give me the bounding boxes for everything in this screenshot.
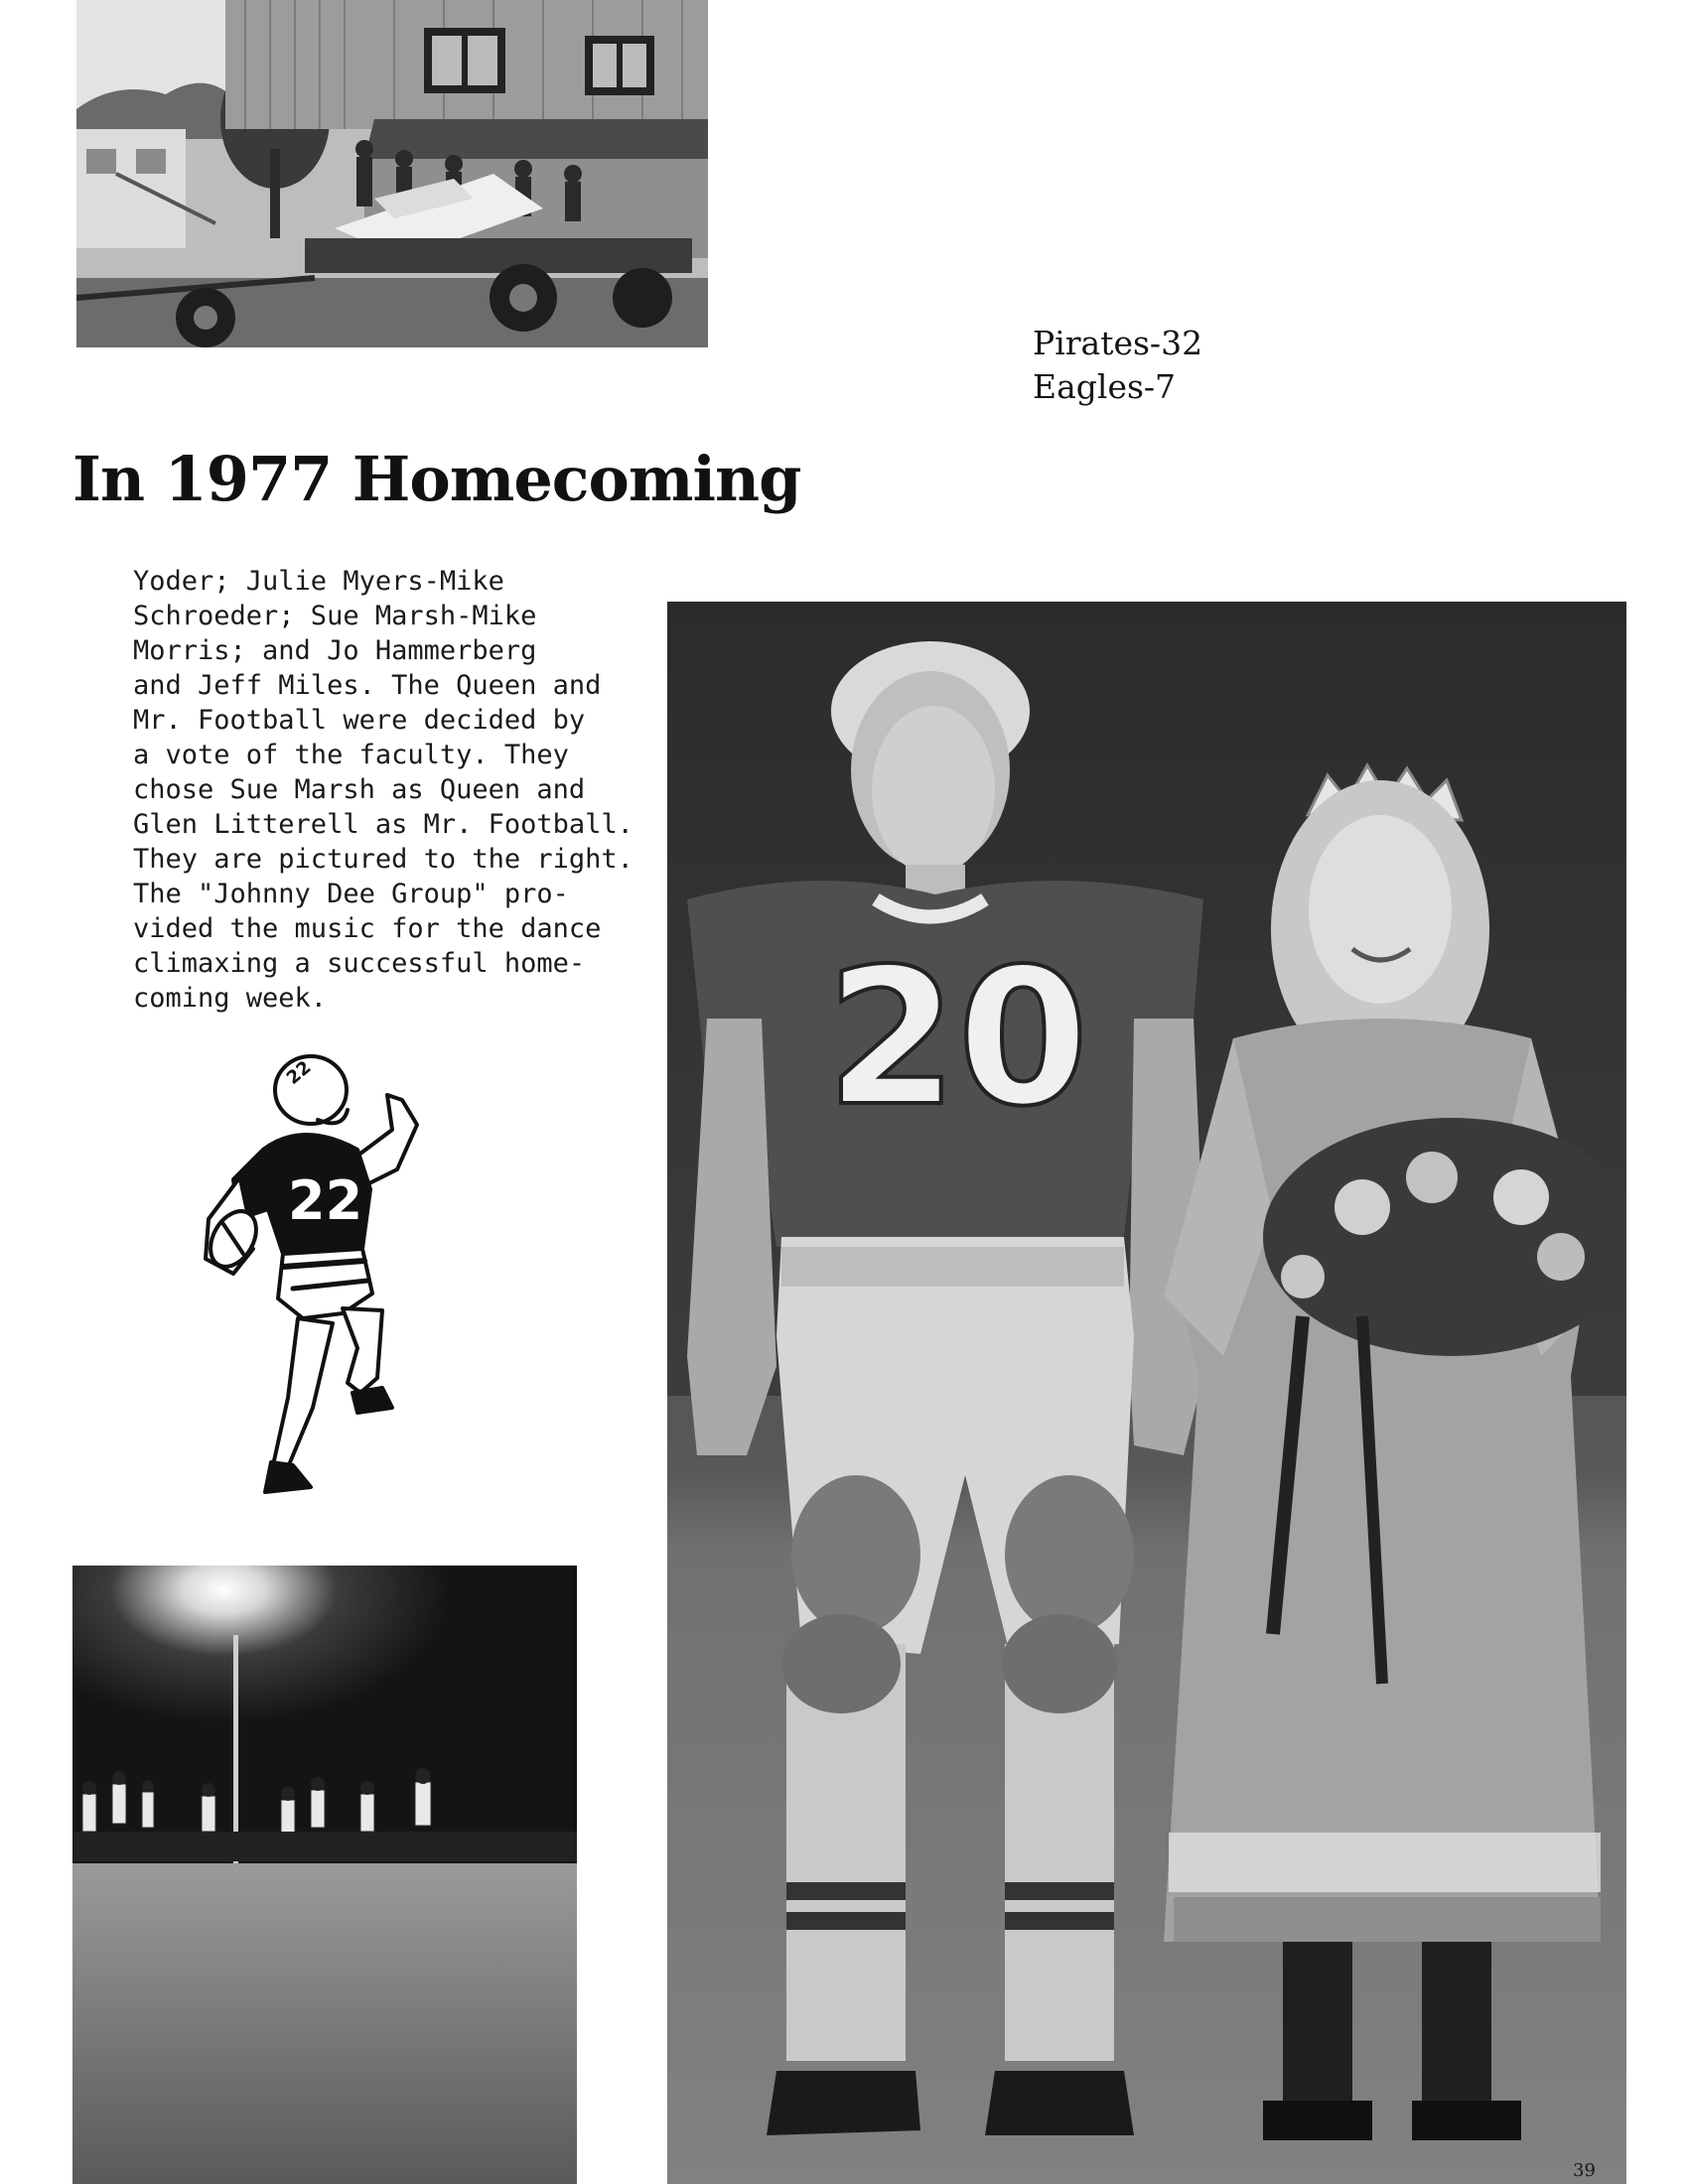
body-line: chose Sue Marsh as Queen and <box>133 774 586 805</box>
couple-photo-graphic <box>667 602 1626 2184</box>
photo-night-game <box>72 1566 577 2184</box>
body-line: climaxing a successful home- <box>133 948 586 979</box>
score-pirates: Pirates-32 <box>1033 324 1203 362</box>
photo-queen-and-mr-football <box>667 602 1626 2184</box>
body-line: vided the music for the dance <box>133 913 602 944</box>
drawing-helmet-number: 22 <box>282 1056 316 1089</box>
page-number: 39 <box>1573 2160 1596 2181</box>
article-body <box>133 564 649 1016</box>
night-game-photo-graphic <box>72 1566 577 2184</box>
page-title: In 1977 Homecoming <box>72 443 801 515</box>
photo-homecoming-float <box>76 0 708 347</box>
score-eagles: Eagles-7 <box>1033 367 1177 406</box>
body-line: Glen Litterell as Mr. Football. <box>133 809 633 840</box>
body-line: Mr. Football were decided by <box>133 705 586 736</box>
body-line: Morris; and Jo Hammerberg <box>133 635 537 666</box>
body-line: The "Johnny Dee Group" pro- <box>133 879 569 909</box>
body-line: Schroeder; Sue Marsh-Mike <box>133 601 537 631</box>
body-line: Yoder; Julie Myers-Mike <box>133 566 504 597</box>
body-line: a vote of the faculty. They <box>133 740 569 770</box>
float-photo-graphic <box>76 0 708 347</box>
body-line: They are pictured to the right. <box>133 844 633 875</box>
drawing-jersey-number: 22 <box>288 1169 363 1232</box>
football-player-icon <box>194 1050 452 1519</box>
body-line: and Jeff Miles. The Queen and <box>133 670 602 701</box>
football-player-drawing <box>194 1050 452 1519</box>
jersey-number: 20 <box>826 928 1089 1148</box>
body-line: coming week. <box>133 983 328 1014</box>
